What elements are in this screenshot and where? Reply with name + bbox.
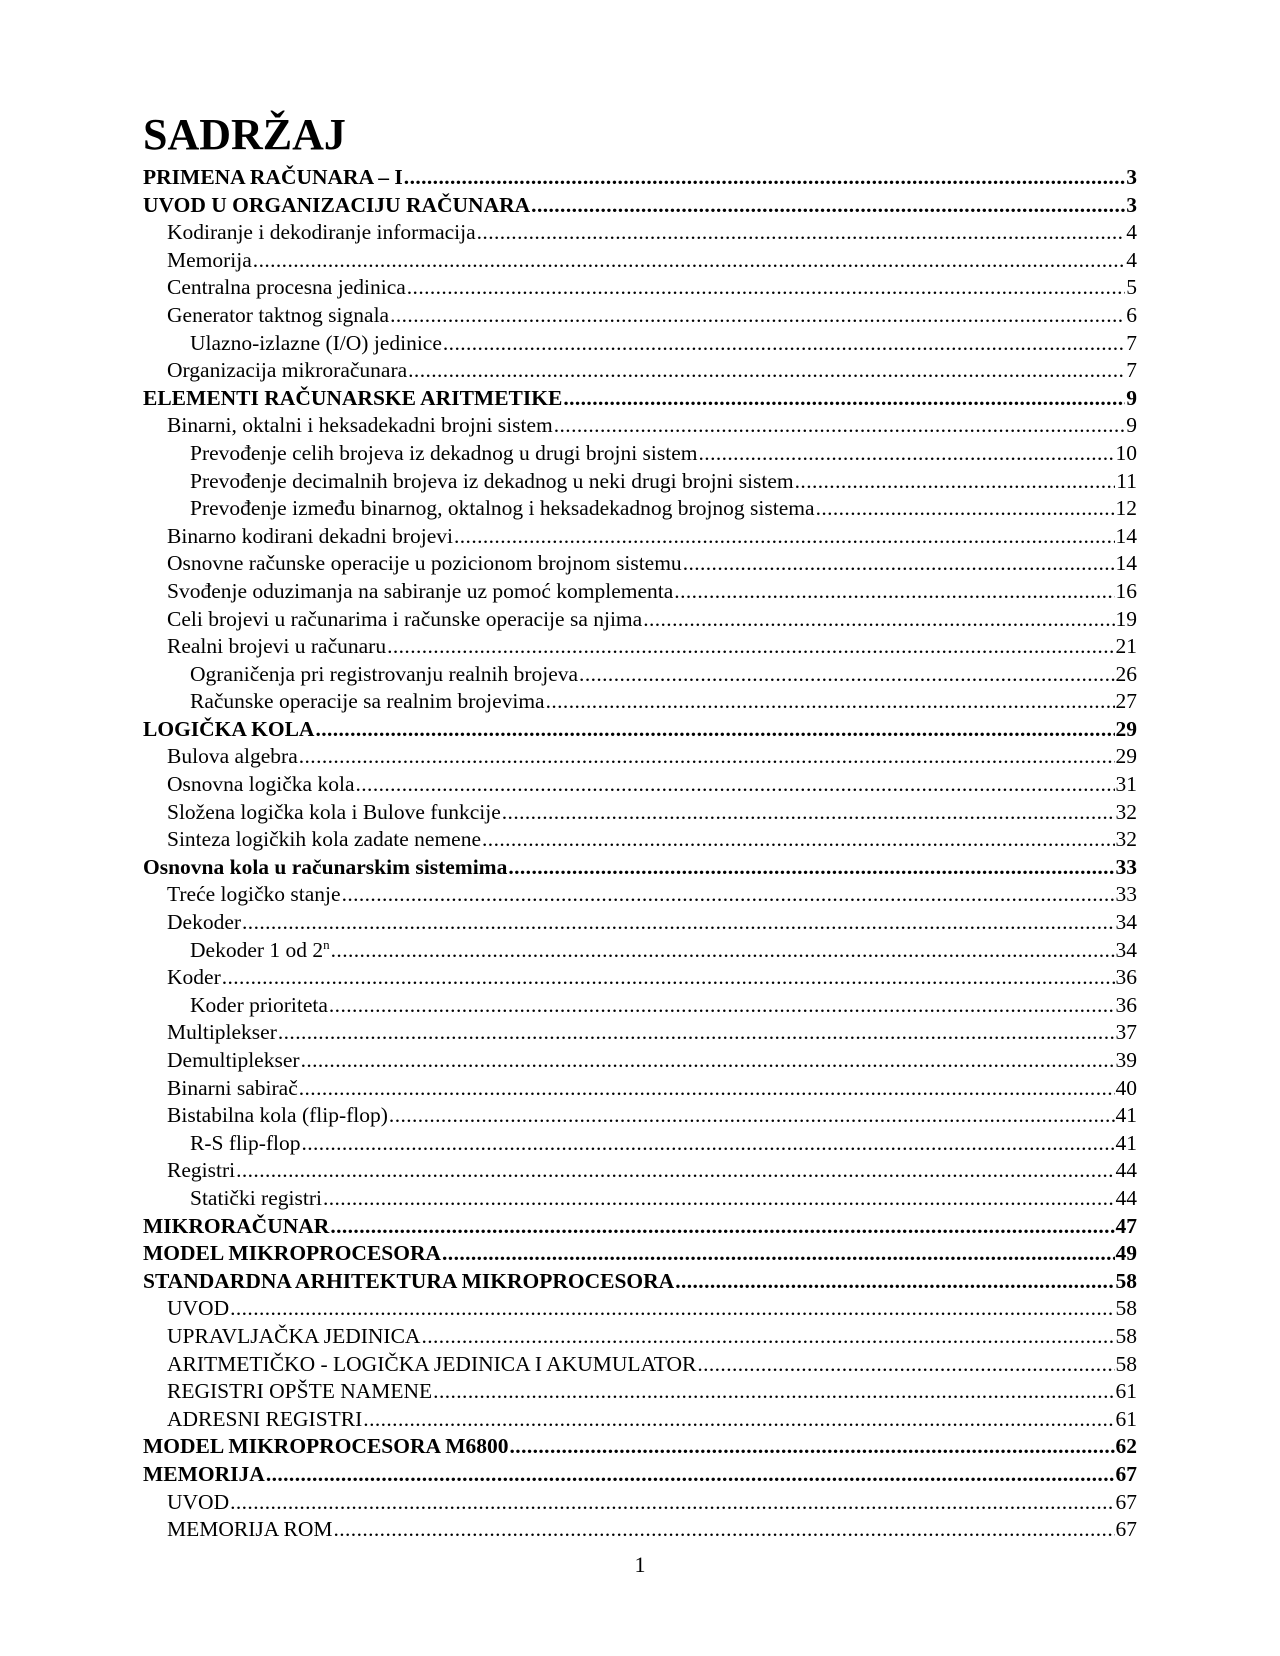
toc-entry [143, 633, 1137, 661]
toc-entry-label [167, 1157, 235, 1185]
toc-entry-text: R-S flip-flop [190, 1130, 301, 1155]
dot-leader [579, 661, 1114, 689]
toc-entry-text: REGISTRI OPŠTE NAMENE [167, 1379, 433, 1404]
toc-entry-text: Registri [167, 1158, 236, 1183]
toc-entry-page: 4 [1126, 220, 1137, 245]
toc-entry [143, 964, 1137, 992]
toc-entry [143, 854, 1137, 882]
toc-entry-page: 58 [1115, 1351, 1137, 1376]
toc-entry-text: ELEMENTI RAČUNARSKE ARITMETIKE [143, 385, 563, 410]
dot-leader [230, 1295, 1114, 1323]
toc-entry-text: Binarno kodirani dekadni brojevi [167, 523, 453, 548]
dot-leader [510, 1433, 1115, 1461]
toc-entry [143, 1240, 1137, 1268]
dot-leader [330, 1213, 1114, 1241]
toc-entry-label [190, 1130, 300, 1158]
toc-entry-page: 10 [1115, 440, 1137, 465]
toc-entry-page: 41 [1115, 1130, 1137, 1155]
dot-leader [442, 1240, 1114, 1268]
toc-entry [143, 385, 1137, 413]
dot-leader [253, 247, 1125, 275]
toc-entry-text: Centralna procesna jedinica [167, 275, 406, 300]
toc-entry-page: 21 [1115, 634, 1137, 659]
toc-entry-page: 3 [1126, 192, 1137, 217]
dot-leader [230, 1489, 1114, 1517]
toc-entry [143, 357, 1137, 385]
toc-entry-label [143, 1240, 441, 1268]
toc-entry-page: 44 [1115, 1158, 1137, 1183]
toc-entry-page: 7 [1126, 330, 1137, 355]
toc-entry [143, 716, 1137, 744]
dot-leader [454, 523, 1115, 551]
toc-entry-text: UPRAVLJAČKA JEDINICA [167, 1323, 421, 1348]
toc-entry-label [167, 964, 221, 992]
dot-leader [242, 909, 1114, 937]
dot-leader [389, 1102, 1115, 1130]
toc-entry-text: Sinteza logičkih kola zadate nemene [167, 827, 482, 852]
dot-leader [643, 606, 1114, 634]
toc-entry-text: Bistabilna kola (flip-flop) [167, 1103, 388, 1128]
toc-entry-text: Binarni sabirač [167, 1075, 298, 1100]
toc-entry-label [167, 1351, 696, 1379]
dot-leader [675, 1268, 1114, 1296]
toc-entry [143, 247, 1137, 275]
toc-entry [143, 1157, 1137, 1185]
toc-entry-page: 12 [1115, 496, 1137, 521]
dot-leader [356, 771, 1115, 799]
toc-entry-page: 33 [1115, 854, 1137, 879]
toc-entry-page: 36 [1115, 965, 1137, 990]
toc-entry [143, 1378, 1137, 1406]
toc-entry-text: UVOD [167, 1296, 230, 1321]
toc-entry-label [167, 1378, 432, 1406]
toc-entry-page: 16 [1115, 578, 1137, 603]
toc-entry [143, 688, 1137, 716]
toc-entry-text: Multiplekser [167, 1020, 277, 1045]
dot-leader [329, 992, 1115, 1020]
toc-entry [143, 771, 1137, 799]
toc-entry [143, 1461, 1137, 1489]
toc-entry-text: Treće logičko stanje [167, 882, 341, 907]
toc-entry-page: 67 [1115, 1489, 1137, 1514]
dot-leader [554, 412, 1126, 440]
toc-entry-text: Složena logička kola i Bulove funkcije [167, 799, 501, 824]
toc-entry-page: 47 [1115, 1213, 1137, 1238]
toc-entry-page: 19 [1115, 606, 1137, 631]
dot-leader [333, 1516, 1114, 1544]
dot-leader [299, 1075, 1115, 1103]
dot-leader [697, 1351, 1114, 1379]
toc-entry-page: 31 [1115, 772, 1137, 797]
dot-leader [323, 1185, 1115, 1213]
toc-entry-text: Osnovna logička kola [167, 772, 355, 797]
toc-entry [143, 523, 1137, 551]
dot-leader [563, 385, 1125, 413]
toc-entry-text: Osnovna kola u računarskim sistemima [143, 854, 508, 879]
toc-entry [143, 468, 1137, 496]
toc-entry-text: Demultiplekser [167, 1048, 300, 1072]
toc-entry [143, 1295, 1137, 1323]
toc-entry-label [143, 716, 314, 744]
toc-entry-text: Ulazno-izlazne (I/O) jedinice [190, 330, 442, 355]
toc-entry-page: 37 [1115, 1020, 1137, 1045]
dot-leader [222, 964, 1115, 992]
toc-entry-label [190, 468, 794, 496]
toc-entry [143, 661, 1137, 689]
toc-entry-text: PRIMENA RAČUNARA – I [143, 165, 403, 189]
toc-entry-label [143, 854, 507, 882]
toc-entry-text: Svođenje oduzimanja na sabiranje uz pomoć komplementa [167, 578, 674, 603]
toc-entry-label [167, 523, 453, 551]
toc-entry-text: Dekoder [167, 910, 242, 935]
toc-entry-label [190, 937, 330, 965]
toc-entry [143, 578, 1137, 606]
toc-entry [143, 192, 1137, 220]
toc-entry [143, 1075, 1137, 1103]
toc-entry-label [190, 495, 815, 523]
toc-entry-label [190, 688, 545, 716]
toc-entry-text: ARITMETIČKO - LOGIČKA JEDINICA I AKUMULATOR [167, 1351, 697, 1376]
toc-entry-label [167, 881, 341, 909]
toc-entry-text: MODEL MIKROPROCESORA M6800 [143, 1434, 509, 1459]
toc-entry-label [167, 606, 642, 634]
toc-entry-page: 5 [1126, 275, 1137, 300]
dot-leader [301, 1130, 1114, 1158]
toc-entry-label [167, 1406, 362, 1434]
dot-leader [482, 826, 1114, 854]
toc-entry-label [167, 274, 406, 302]
toc-entry [143, 1516, 1137, 1544]
toc-entry-text: Dekoder 1 od 2 [190, 937, 324, 962]
dot-leader [299, 743, 1115, 771]
toc-entry-label [143, 1433, 509, 1461]
toc-entry [143, 1268, 1137, 1296]
dot-leader [236, 1157, 1114, 1185]
dot-leader [443, 330, 1125, 358]
toc-entry-page: 11 [1116, 468, 1137, 493]
toc-entry [143, 937, 1137, 965]
dot-leader [331, 937, 1115, 965]
toc-entry-label [167, 1295, 229, 1323]
toc-entry [143, 826, 1137, 854]
toc-entry [143, 302, 1137, 330]
toc-entry-page: 29 [1115, 716, 1137, 741]
dot-leader [816, 495, 1115, 523]
toc-entry-superscript: n [323, 936, 330, 952]
toc-entry-text: Prevođenje celih brojeva iz dekadnog u drugi brojni sistem [190, 440, 698, 465]
toc-entry-page: 62 [1115, 1434, 1137, 1459]
toc-entry [143, 743, 1137, 771]
toc-entry [143, 1102, 1137, 1130]
dot-leader [421, 1323, 1114, 1351]
dot-leader [404, 164, 1125, 192]
toc-entry-text: Ograničenja pri registrovanju realnih brojeva [190, 661, 579, 686]
toc-entry-page: 33 [1115, 882, 1137, 907]
toc-entry [143, 1323, 1137, 1351]
toc-entry-text: Prevođenje decimalnih brojeva iz dekadnog u neki drugi brojni sistem [190, 468, 794, 493]
toc-entry-text: Računske operacije sa realnim brojevima [190, 689, 545, 714]
toc-entry-label [143, 164, 403, 192]
toc-entry-text: Statički registri [190, 1185, 322, 1210]
toc-entry [143, 909, 1137, 937]
toc-entry-label [167, 550, 682, 578]
dot-leader [699, 440, 1115, 468]
toc-entry-page: 49 [1115, 1241, 1137, 1266]
toc-entry-page: 58 [1115, 1268, 1137, 1293]
toc-entry-page: 9 [1126, 413, 1137, 438]
dot-leader [546, 688, 1115, 716]
toc-entry-page: 40 [1115, 1075, 1137, 1100]
toc-entry [143, 1351, 1137, 1379]
toc-entry-page: 7 [1126, 358, 1137, 383]
toc-entry-page: 41 [1115, 1103, 1137, 1128]
toc-entry-text: Osnovne računske operacije u pozicionom brojnom sistemu [167, 551, 682, 576]
toc-entry-label [190, 1185, 322, 1213]
toc-entry-label [167, 1489, 229, 1517]
toc-entry-page: 34 [1115, 910, 1137, 935]
toc-entry-page: 6 [1126, 302, 1137, 327]
dot-leader [315, 716, 1114, 744]
toc-entry-label [167, 1516, 332, 1544]
toc-entry-label [167, 771, 355, 799]
toc-entry-label [167, 1019, 277, 1047]
dot-leader [477, 219, 1126, 247]
page-title: SADRŽAJ [143, 110, 346, 159]
toc-entry-label [167, 1075, 298, 1103]
toc-entry-text: Celi brojevi u računarima i računske operacije sa njima [167, 606, 643, 631]
toc-entry-page: 58 [1115, 1296, 1137, 1321]
dot-leader [674, 578, 1114, 606]
toc-entry-label [167, 219, 476, 247]
page-number: 1 [634, 1552, 646, 1577]
toc-entry-text: Kodiranje i dekodiranje informacija [167, 220, 476, 245]
dot-leader [433, 1378, 1114, 1406]
toc-entry-text: Koder [167, 965, 221, 990]
toc-entry [143, 992, 1137, 1020]
toc-entry-page: 9 [1126, 385, 1137, 410]
toc-entry [143, 1185, 1137, 1213]
toc-entry [143, 412, 1137, 440]
toc-entry [143, 440, 1137, 468]
toc-entry-label [167, 412, 553, 440]
toc-entry [143, 550, 1137, 578]
toc-entry [143, 881, 1137, 909]
toc-entry-label [143, 1213, 329, 1241]
toc-entry-page: 4 [1126, 247, 1137, 272]
toc-entry-label [190, 330, 442, 358]
dot-leader [342, 881, 1115, 909]
table-of-contents [143, 164, 1137, 1544]
toc-entry-page: 61 [1115, 1406, 1137, 1431]
toc-entry-page: 58 [1115, 1323, 1137, 1348]
toc-entry-page: 29 [1115, 744, 1137, 769]
dot-leader [278, 1019, 1115, 1047]
toc-entry-text: Memorija [167, 247, 252, 272]
toc-entry-page: 14 [1115, 551, 1137, 576]
toc-entry-text: Bulova algebra [167, 744, 298, 769]
toc-entry-label [167, 1047, 300, 1075]
toc-entry-label [167, 1323, 420, 1351]
document-page [143, 108, 1137, 1544]
toc-entry-label [167, 1102, 388, 1130]
toc-entry [143, 1433, 1137, 1461]
toc-entry [143, 1489, 1137, 1517]
toc-entry-page: 67 [1115, 1517, 1137, 1542]
toc-entry [143, 1019, 1137, 1047]
dot-leader [408, 357, 1125, 385]
toc-entry [143, 799, 1137, 827]
toc-entry-text: ADRESNI REGISTRI [167, 1406, 363, 1431]
toc-entry-text: Generator taktnog signala [167, 302, 390, 327]
toc-entry-label [190, 992, 328, 1020]
dot-leader [301, 1047, 1115, 1075]
dot-leader [795, 468, 1116, 496]
toc-entry-page: 34 [1115, 937, 1137, 962]
toc-entry-label [167, 578, 673, 606]
toc-entry [143, 274, 1137, 302]
toc-entry-text: MIKRORAČUNAR [143, 1213, 330, 1238]
toc-entry-label [143, 1268, 674, 1296]
toc-entry-text: UVOD [167, 1489, 230, 1514]
toc-entry-text: STANDARDNA ARHITEKTURA MIKROPROCESORA [143, 1268, 675, 1293]
toc-entry-label [167, 247, 252, 275]
toc-entry-page: 32 [1115, 799, 1137, 824]
toc-entry [143, 495, 1137, 523]
toc-entry-page: 36 [1115, 992, 1137, 1017]
toc-entry-page: 44 [1115, 1185, 1137, 1210]
toc-entry-label [167, 799, 501, 827]
toc-entry-label [167, 357, 407, 385]
toc-entry-text: Organizacija mikroračunara [167, 358, 408, 383]
toc-entry [143, 606, 1137, 634]
toc-entry-page: 32 [1115, 827, 1137, 852]
toc-entry-page: 27 [1115, 689, 1137, 714]
toc-entry-label [167, 633, 386, 661]
toc-entry-text: Prevođenje između binarnog, oktalnog i heksadekadnog brojnog sistema [190, 496, 815, 521]
toc-entry [143, 1047, 1137, 1075]
toc-entry [143, 164, 1137, 192]
dot-leader [683, 550, 1115, 578]
toc-entry-label [143, 385, 562, 413]
dot-leader [390, 302, 1125, 330]
toc-entry-text: Binarni, oktalni i heksadekadni brojni sistem [167, 413, 553, 438]
toc-entry-page: 39 [1115, 1048, 1137, 1072]
toc-entry [143, 330, 1137, 358]
toc-entry-page: 14 [1115, 523, 1137, 548]
dot-leader [387, 633, 1114, 661]
dot-leader [508, 854, 1114, 882]
toc-entry [143, 1406, 1137, 1434]
toc-entry-text: Koder prioriteta [190, 992, 328, 1017]
toc-entry [143, 219, 1137, 247]
toc-entry-text: MEMORIJA ROM [167, 1517, 333, 1542]
toc-entry-text: Realni brojevi u računaru [167, 634, 387, 659]
toc-entry-label [167, 909, 241, 937]
toc-entry-page: 26 [1115, 661, 1137, 686]
toc-entry-page: 67 [1115, 1461, 1137, 1486]
toc-entry-label [143, 1461, 265, 1489]
dot-leader [363, 1406, 1114, 1434]
dot-leader [502, 799, 1115, 827]
toc-entry-page: 3 [1126, 165, 1137, 189]
toc-entry [143, 1130, 1137, 1158]
toc-entry-text: MEMORIJA [143, 1461, 265, 1486]
toc-entry-label [167, 302, 389, 330]
toc-entry-text: UVOD U ORGANIZACIJU RAČUNARA [143, 192, 531, 217]
toc-entry [143, 1213, 1137, 1241]
toc-entry-label [143, 192, 530, 220]
toc-entry-text: MODEL MIKROPROCESORA [143, 1241, 442, 1266]
toc-entry-label [190, 661, 578, 689]
toc-entry-text: LOGIČKA KOLA [143, 716, 315, 741]
dot-leader [531, 192, 1125, 220]
toc-entry-page: 61 [1115, 1379, 1137, 1404]
toc-entry-label [167, 826, 481, 854]
dot-leader [266, 1461, 1115, 1489]
toc-entry-label [190, 440, 698, 468]
toc-entry-label [167, 743, 298, 771]
dot-leader [407, 274, 1125, 302]
